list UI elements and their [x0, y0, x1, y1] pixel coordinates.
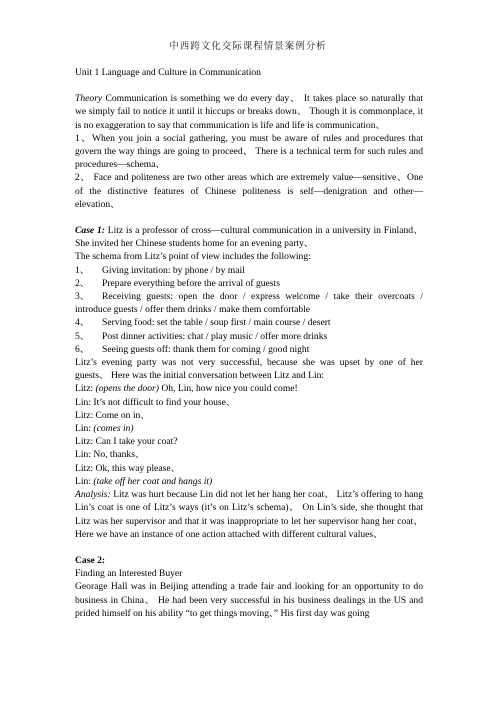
case1-intro-text: Litz is a professor of cross—cultural communication in a university in Finland、 She invited her Chinese students home for an evening party、 — [75, 225, 424, 250]
step-text: Prepare everything before the arrival of guests — [102, 277, 280, 289]
dialogue-line: Litz: Can I take your coat? — [75, 436, 178, 448]
step-number: 3、 — [75, 291, 90, 303]
schema-step — [75, 343, 423, 356]
stage-direction: (comes in) — [93, 423, 134, 435]
unit-title: Unit 1 Language and Culture in Communication — [75, 67, 261, 78]
step-text: Receiving guests: open the door / express welcome / take their overcoats / introduce guests / offer them drinks / make them comfortable — [75, 291, 423, 316]
case1-summary: Litz’s evening party was not very successful, because she was upset by one of her guests、 Here was the initial conversation between Litz and Lin: — [75, 357, 423, 382]
dialogue-text: Oh, Lin, how nice you could come! — [158, 383, 298, 395]
case2-label: Case 2: — [75, 554, 106, 566]
step-text: Post dinner activities: chat / play music / offer more drinks — [102, 330, 328, 342]
schema-step — [75, 316, 423, 329]
step-text: Serving food: set the table / soup first / main course / desert — [102, 317, 331, 329]
case2-text: Georage Hall was in Beijing attending a trade fair and looking for an opportunity to do business in China、 He had been very successful in his business dealings in the US and prided himself on his ability “to get things moving、” His first day was going — [75, 581, 423, 619]
document-body — [75, 66, 423, 620]
schema-step — [75, 330, 423, 343]
theory-point-2: 2、 Face and politeness are two other areas which are extremely value—sensitive、One of the distinctive features of Chinese politeness is self—denigration and other—elevation、 — [75, 172, 423, 210]
case1-label: Case 1: — [75, 225, 105, 237]
analysis-paragraph — [75, 488, 423, 541]
page-header: 中西跨文化交际课程情景案例分析 — [169, 41, 327, 52]
speaker: Lin: — [75, 475, 94, 487]
step-number: 4、 — [75, 317, 90, 329]
case2-title: Finding an Interested Buyer — [75, 568, 183, 580]
speaker: Litz: — [75, 383, 96, 395]
step-number: 2、 — [75, 277, 90, 289]
step-number: 1、 — [75, 264, 90, 276]
step-text: Giving invitation: by phone / by mail — [102, 264, 245, 276]
theory-paragraph — [75, 92, 423, 132]
theory-label: Theory — [75, 93, 103, 105]
speaker: Lin: — [75, 423, 94, 435]
step-number: 5、 — [75, 330, 90, 342]
case1-intro — [75, 224, 423, 250]
theory-text: Communication is something we do every day、 It takes place so naturally that we simply fail to notice it until it hiccups or breaks down、 Though it is commonplace, it is no exaggeration to say that communication is life and life is communication、 — [75, 93, 423, 131]
dialogue-line: Lin: No, thanks、 — [75, 449, 145, 461]
step-text: Seeing guests off: thank them for coming / good night — [102, 343, 310, 355]
schema-step — [75, 264, 423, 277]
analysis-text: Litz was hurt because Lin did not let her hang her coat、 Litz’s offering to hang Lin’s coat is one of Litz’s ways (it’s on Litz’s schema)、 On Lin’s side, she thought that Litz was her supervisor and that it was inappropriate to let her supervisor hang her coat、 Here we have an instance of one action attached with different cultural values、 — [75, 489, 423, 540]
stage-direction: (opens the door) — [95, 383, 159, 395]
schema-step — [75, 277, 423, 290]
dialogue-line — [75, 475, 423, 488]
analysis-label: Analysis: — [75, 489, 111, 501]
stage-direction: (take off her coat and hangs it) — [93, 475, 213, 487]
dialogue-line — [75, 422, 423, 435]
dialogue-line: Litz: Come on in、 — [75, 409, 150, 421]
step-number: 6、 — [75, 343, 90, 355]
theory-point-1: 1、When you join a social gathering, you must be aware of rules and procedures that govern the way things are going to proceed、 There is a technical term for such rules and procedures—schema、 — [75, 132, 423, 171]
schema-step — [75, 290, 423, 316]
schema-intro: The schema from Litz’s point of view includes the following: — [75, 251, 311, 263]
dialogue-line: Lin: It’s not difficult to find your house、 — [75, 396, 236, 408]
dialogue-line: Litz: Ok, this way please、 — [75, 462, 181, 474]
dialogue-line — [75, 382, 423, 395]
